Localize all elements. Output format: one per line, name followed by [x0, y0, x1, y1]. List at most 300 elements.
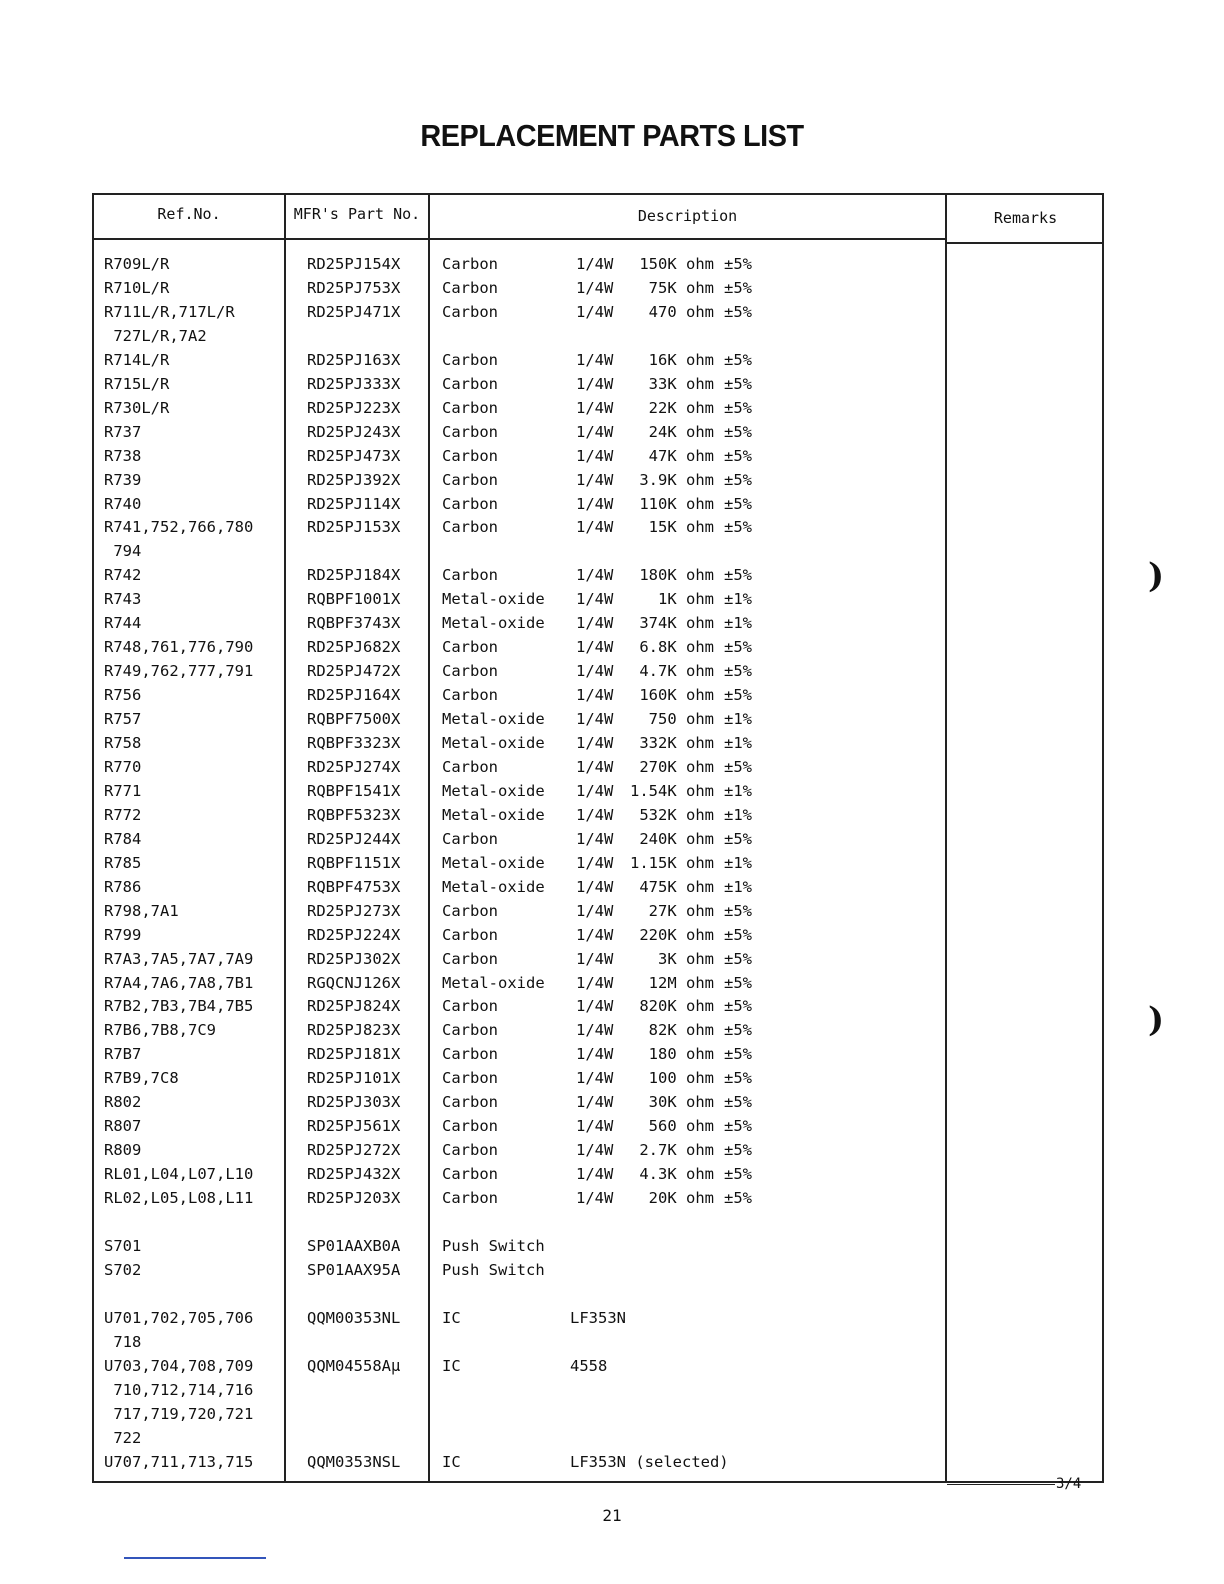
- wattage-cell: 1/4W: [576, 374, 614, 393]
- ref-cell: RL01,L04,L07,L10: [104, 1165, 254, 1184]
- value-cell: 27K ohm: [648, 901, 714, 920]
- part-cell: RD25PJ114X: [307, 494, 401, 513]
- type-cell: Metal-oxide: [442, 805, 545, 824]
- wattage-cell: 1/4W: [576, 350, 614, 369]
- table-row: [0, 444, 1224, 468]
- part-cell: RD25PJ432X: [307, 1165, 401, 1184]
- type-cell: Metal-oxide: [442, 614, 545, 633]
- table-row: [0, 420, 1224, 444]
- tolerance-cell: ±1%: [724, 614, 752, 633]
- ref-cell: R770: [104, 757, 142, 776]
- part-cell: RQBPF5323X: [307, 805, 401, 824]
- wattage-cell: 1/4W: [576, 1021, 614, 1040]
- part-cell: RD25PJ181X: [307, 1045, 401, 1064]
- tolerance-cell: ±5%: [724, 1021, 752, 1040]
- table-row: [0, 707, 1224, 731]
- value-cell: 33K ohm: [648, 374, 714, 393]
- value-cell: 180K ohm: [639, 566, 714, 585]
- type-cell: Carbon: [442, 925, 498, 944]
- table-row: [0, 683, 1224, 707]
- ref-cell: 718: [104, 1332, 142, 1351]
- table-row: [0, 803, 1224, 827]
- part-cell: SP01AAXB0A: [307, 1236, 401, 1255]
- part-cell: RD25PJ154X: [307, 255, 401, 273]
- table-row: [0, 659, 1224, 683]
- table-row: [0, 971, 1224, 995]
- table-row: [0, 563, 1224, 587]
- tolerance-cell: ±1%: [724, 710, 752, 729]
- type-cell: Carbon: [442, 1093, 498, 1112]
- table-row: [0, 252, 1224, 276]
- ref-cell: R740: [104, 494, 142, 513]
- part-cell: RD25PJ302X: [307, 949, 401, 968]
- value-cell: 475K ohm: [639, 877, 714, 896]
- ref-cell: R715L/R: [104, 374, 170, 393]
- value-cell: 4.7K ohm: [639, 662, 714, 681]
- table-row: [0, 468, 1224, 492]
- type-cell: Carbon: [442, 1141, 498, 1160]
- table-row: [0, 1426, 1224, 1450]
- type-cell: Carbon: [442, 350, 498, 369]
- ref-cell: 727L/R,7A2: [104, 326, 207, 345]
- table-row: [0, 539, 1224, 563]
- wattage-cell: 1/4W: [576, 734, 614, 752]
- part-cell: RD25PJ224X: [307, 925, 401, 944]
- table-row: [0, 300, 1224, 324]
- value-cell: 374K ohm: [639, 614, 714, 633]
- ref-cell: R772: [104, 805, 142, 824]
- footer-rule: [124, 1557, 266, 1559]
- tolerance-cell: ±5%: [724, 662, 752, 681]
- value-cell: 2.7K ohm: [639, 1141, 714, 1160]
- table-row: [0, 1186, 1224, 1210]
- value-cell: 220K ohm: [639, 925, 714, 944]
- ref-cell: R744: [104, 614, 142, 633]
- wattage-cell: 1/4W: [576, 494, 614, 513]
- value-cell: 75K ohm: [648, 278, 714, 297]
- type-cell: Carbon: [442, 278, 498, 297]
- table-row: [0, 1450, 1224, 1474]
- ref-cell: 794: [104, 542, 142, 561]
- part-cell: QQM00353NL: [307, 1308, 401, 1327]
- part-cell: RD25PJ153X: [307, 518, 401, 537]
- part-cell: RD25PJ823X: [307, 1021, 401, 1040]
- value-cell: 12M ohm: [648, 973, 714, 992]
- type-cell: Metal-oxide: [442, 877, 545, 896]
- ref-cell: U703,704,708,709: [104, 1356, 254, 1375]
- value-cell: 470 ohm: [648, 302, 714, 321]
- table-row: [0, 1330, 1224, 1354]
- table-row: [0, 396, 1224, 420]
- wattage-cell: 1/4W: [576, 1189, 614, 1208]
- part-cell: RD25PJ471X: [307, 302, 401, 321]
- value-cell: 1.54K ohm: [630, 781, 714, 800]
- ref-cell: S701: [104, 1236, 142, 1255]
- part-cell: RD25PJ244X: [307, 829, 401, 848]
- tolerance-cell: ±5%: [724, 638, 752, 657]
- header-description: Description: [637, 207, 738, 225]
- tolerance-cell: ±5%: [724, 374, 752, 393]
- ref-cell: R730L/R: [104, 398, 170, 417]
- part-cell: RD25PJ561X: [307, 1117, 401, 1136]
- type-cell: Carbon: [442, 302, 498, 321]
- wattage-cell: 1/4W: [576, 877, 614, 896]
- table-row: [0, 731, 1224, 755]
- part-cell: RD25PJ273X: [307, 901, 401, 920]
- part-cell: RGQCNJ126X: [307, 973, 401, 992]
- wattage-cell: 1/4W: [576, 518, 614, 537]
- tolerance-cell: ±5%: [724, 901, 752, 920]
- type-cell: Carbon: [442, 374, 498, 393]
- tolerance-cell: ±1%: [724, 781, 752, 800]
- part-cell: SP01AAX95A: [307, 1260, 401, 1279]
- type-cell: Carbon: [442, 1045, 498, 1064]
- value-cell: 1K ohm: [658, 590, 714, 609]
- type-cell: Carbon: [442, 662, 498, 681]
- value-cell: 3.9K ohm: [639, 470, 714, 489]
- value-cell: 160K ohm: [639, 686, 714, 705]
- ref-cell: R758: [104, 734, 142, 752]
- value-cell: 22K ohm: [648, 398, 714, 417]
- ic-type-cell: LF353N: [570, 1308, 626, 1327]
- type-cell: Carbon: [442, 494, 498, 513]
- part-cell: RD25PJ333X: [307, 374, 401, 393]
- part-cell: RD25PJ272X: [307, 1141, 401, 1160]
- type-cell: Metal-oxide: [442, 853, 545, 872]
- wattage-cell: 1/4W: [576, 1093, 614, 1112]
- table-row: [0, 779, 1224, 803]
- wattage-cell: 1/4W: [576, 638, 614, 657]
- table-row: [0, 899, 1224, 923]
- table-row: [0, 827, 1224, 851]
- table-row: [0, 1138, 1224, 1162]
- ref-cell: U707,711,713,715: [104, 1452, 254, 1471]
- part-cell: RQBPF1541X: [307, 781, 401, 800]
- wattage-cell: 1/4W: [576, 1069, 614, 1088]
- tolerance-cell: ±5%: [724, 1093, 752, 1112]
- type-cell: Carbon: [442, 422, 498, 441]
- table-row: [0, 923, 1224, 947]
- part-cell: QQM0353NSL: [307, 1452, 401, 1471]
- tolerance-cell: ±5%: [724, 757, 752, 776]
- tolerance-cell: ±5%: [724, 1117, 752, 1136]
- table-row: [0, 492, 1224, 516]
- table-row: [0, 611, 1224, 635]
- wattage-cell: 1/4W: [576, 1117, 614, 1136]
- ref-cell: R771: [104, 781, 142, 800]
- table-row: [0, 1162, 1224, 1186]
- tolerance-cell: ±5%: [724, 949, 752, 968]
- wattage-cell: 1/4W: [576, 566, 614, 585]
- type-cell: Carbon: [442, 446, 498, 465]
- value-cell: 6.8K ohm: [639, 638, 714, 657]
- type-cell: Metal-oxide: [442, 710, 545, 729]
- ref-cell: R737: [104, 422, 142, 441]
- ref-cell: R741,752,766,780: [104, 518, 254, 537]
- ref-cell: R786: [104, 877, 142, 896]
- table-row: [0, 947, 1224, 971]
- part-cell: RD25PJ753X: [307, 278, 401, 297]
- ref-cell: R785: [104, 853, 142, 872]
- table-row: [0, 1378, 1224, 1402]
- tolerance-cell: ±5%: [724, 1069, 752, 1088]
- ref-cell: R799: [104, 925, 142, 944]
- tolerance-cell: ±5%: [724, 302, 752, 321]
- part-cell: RQBPF1151X: [307, 853, 401, 872]
- ref-cell: R711L/R,717L/R: [104, 302, 235, 321]
- type-cell: Carbon: [442, 1021, 498, 1040]
- page-title: REPLACEMENT PARTS LIST: [420, 118, 804, 153]
- type-cell: Carbon: [442, 997, 498, 1016]
- value-cell: 20K ohm: [648, 1189, 714, 1208]
- value-cell: 560 ohm: [648, 1117, 714, 1136]
- part-cell: RD25PJ824X: [307, 997, 401, 1016]
- ref-cell: R7B7: [104, 1045, 142, 1064]
- part-cell: QQM04558Aμ: [307, 1356, 401, 1375]
- table-row: [0, 1354, 1224, 1378]
- value-cell: 180 ohm: [648, 1045, 714, 1064]
- type-cell: Push Switch: [442, 1236, 545, 1255]
- ref-cell: R749,762,777,791: [104, 662, 254, 681]
- table-row: [0, 1066, 1224, 1090]
- ref-cell: U701,702,705,706: [104, 1308, 254, 1327]
- value-cell: 240K ohm: [639, 829, 714, 848]
- wattage-cell: 1/4W: [576, 901, 614, 920]
- table-row: [0, 276, 1224, 300]
- remarks-header-rule: [945, 242, 1104, 244]
- table-row: [0, 1114, 1224, 1138]
- value-cell: 24K ohm: [648, 422, 714, 441]
- ref-cell: 717,719,720,721: [104, 1404, 254, 1423]
- tolerance-cell: ±1%: [724, 805, 752, 824]
- ref-cell: R7A3,7A5,7A7,7A9: [104, 949, 254, 968]
- ref-cell: R809: [104, 1141, 142, 1160]
- wattage-cell: 1/4W: [576, 446, 614, 465]
- tolerance-cell: ±5%: [724, 1165, 752, 1184]
- tolerance-cell: ±5%: [724, 446, 752, 465]
- ref-cell: RL02,L05,L08,L11: [104, 1189, 254, 1208]
- wattage-cell: 1/4W: [576, 710, 614, 729]
- type-cell: IC: [442, 1356, 461, 1375]
- wattage-cell: 1/4W: [576, 470, 614, 489]
- wattage-cell: 1/4W: [576, 925, 614, 944]
- part-cell: RQBPF3323X: [307, 734, 401, 752]
- value-cell: 332K ohm: [639, 734, 714, 752]
- wattage-cell: 1/4W: [576, 829, 614, 848]
- type-cell: Carbon: [442, 949, 498, 968]
- part-cell: RD25PJ243X: [307, 422, 401, 441]
- part-cell: RD25PJ164X: [307, 686, 401, 705]
- page-number: 21: [602, 1506, 622, 1525]
- ref-cell: 722: [104, 1428, 142, 1447]
- tolerance-cell: ±1%: [724, 853, 752, 872]
- wattage-cell: 1/4W: [576, 302, 614, 321]
- tolerance-cell: ±1%: [724, 734, 752, 752]
- tolerance-cell: ±1%: [724, 590, 752, 609]
- part-cell: RQBPF3743X: [307, 614, 401, 633]
- tolerance-cell: ±5%: [724, 997, 752, 1016]
- type-cell: Push Switch: [442, 1260, 545, 1279]
- ref-cell: R757: [104, 710, 142, 729]
- table-row: [0, 755, 1224, 779]
- value-cell: 82K ohm: [648, 1021, 714, 1040]
- table-row: [0, 1258, 1224, 1282]
- tolerance-cell: ±5%: [724, 398, 752, 417]
- type-cell: Carbon: [442, 518, 498, 537]
- wattage-cell: 1/4W: [576, 1141, 614, 1160]
- type-cell: Carbon: [442, 1165, 498, 1184]
- ref-cell: R7A4,7A6,7A8,7B1: [104, 973, 254, 992]
- binding-mark-lower: ): [1148, 1000, 1165, 1040]
- header-ref: Ref.No.: [157, 205, 221, 223]
- ref-cell: R710L/R: [104, 278, 170, 297]
- part-cell: RD25PJ392X: [307, 470, 401, 489]
- margin-note-rule: [947, 1484, 1055, 1485]
- tolerance-cell: ±5%: [724, 470, 752, 489]
- header-part: MFR's Part No.: [293, 205, 421, 223]
- table-row: [0, 587, 1224, 611]
- value-cell: 150K ohm: [639, 255, 714, 273]
- ref-cell: R807: [104, 1117, 142, 1136]
- wattage-cell: 1/4W: [576, 805, 614, 824]
- wattage-cell: 1/4W: [576, 422, 614, 441]
- wattage-cell: 1/4W: [576, 278, 614, 297]
- type-cell: Carbon: [442, 1069, 498, 1088]
- table-row: [0, 635, 1224, 659]
- part-cell: RD25PJ203X: [307, 1189, 401, 1208]
- binding-mark-upper: ): [1148, 556, 1165, 596]
- table-row: [0, 1018, 1224, 1042]
- ref-cell: R7B2,7B3,7B4,7B5: [104, 997, 254, 1016]
- wattage-cell: 1/4W: [576, 255, 614, 273]
- wattage-cell: 1/4W: [576, 853, 614, 872]
- type-cell: Metal-oxide: [442, 781, 545, 800]
- value-cell: 16K ohm: [648, 350, 714, 369]
- table-row: [0, 1402, 1224, 1426]
- part-cell: RQBPF7500X: [307, 710, 401, 729]
- value-cell: 100 ohm: [648, 1069, 714, 1088]
- ref-cell: R756: [104, 686, 142, 705]
- value-cell: 15K ohm: [648, 518, 714, 537]
- part-cell: RD25PJ473X: [307, 446, 401, 465]
- value-cell: 30K ohm: [648, 1093, 714, 1112]
- value-cell: 532K ohm: [639, 805, 714, 824]
- table-row: [0, 851, 1224, 875]
- table-row: [0, 1090, 1224, 1114]
- type-cell: Carbon: [442, 1117, 498, 1136]
- tolerance-cell: ±5%: [724, 255, 752, 273]
- ref-cell: R802: [104, 1093, 142, 1112]
- value-cell: 1.15K ohm: [630, 853, 714, 872]
- wattage-cell: 1/4W: [576, 997, 614, 1016]
- tolerance-cell: ±5%: [724, 1045, 752, 1064]
- tolerance-cell: ±5%: [724, 973, 752, 992]
- wattage-cell: 1/4W: [576, 973, 614, 992]
- wattage-cell: 1/4W: [576, 614, 614, 633]
- ref-cell: R714L/R: [104, 350, 170, 369]
- part-cell: RD25PJ223X: [307, 398, 401, 417]
- value-cell: 820K ohm: [639, 997, 714, 1016]
- wattage-cell: 1/4W: [576, 590, 614, 609]
- wattage-cell: 1/4W: [576, 686, 614, 705]
- type-cell: Carbon: [442, 255, 498, 273]
- table-row: [0, 1282, 1224, 1306]
- tolerance-cell: ±5%: [724, 350, 752, 369]
- ref-cell: R742: [104, 566, 142, 585]
- header-remarks: Remarks: [993, 209, 1058, 227]
- type-cell: Metal-oxide: [442, 734, 545, 752]
- value-cell: 3K ohm: [658, 949, 714, 968]
- ref-cell: R784: [104, 829, 142, 848]
- type-cell: Carbon: [442, 901, 498, 920]
- type-cell: Carbon: [442, 1189, 498, 1208]
- part-cell: RD25PJ184X: [307, 566, 401, 585]
- table-row: [0, 1306, 1224, 1330]
- ref-cell: R7B9,7C8: [104, 1069, 179, 1088]
- wattage-cell: 1/4W: [576, 757, 614, 776]
- type-cell: Carbon: [442, 638, 498, 657]
- ref-cell: R739: [104, 470, 142, 489]
- table-row: [0, 994, 1224, 1018]
- tolerance-cell: ±5%: [724, 278, 752, 297]
- tolerance-cell: ±5%: [724, 518, 752, 537]
- ref-cell: R743: [104, 590, 142, 609]
- ref-cell: R709L/R: [104, 255, 170, 273]
- type-cell: Carbon: [442, 566, 498, 585]
- type-cell: Metal-oxide: [442, 973, 545, 992]
- table-row: [0, 1042, 1224, 1066]
- ref-cell: R7B6,7B8,7C9: [104, 1021, 216, 1040]
- table-row: [0, 1234, 1224, 1258]
- table-row: [0, 348, 1224, 372]
- ref-cell: R738: [104, 446, 142, 465]
- tolerance-cell: ±5%: [724, 1141, 752, 1160]
- type-cell: Carbon: [442, 470, 498, 489]
- margin-note: 3/4: [1056, 1476, 1082, 1492]
- wattage-cell: 1/4W: [576, 1165, 614, 1184]
- value-cell: 47K ohm: [648, 446, 714, 465]
- table-row: [0, 1210, 1224, 1234]
- part-cell: RQBPF1001X: [307, 590, 401, 609]
- wattage-cell: 1/4W: [576, 398, 614, 417]
- value-cell: 110K ohm: [639, 494, 714, 513]
- type-cell: IC: [442, 1308, 461, 1327]
- table-row: [0, 324, 1224, 348]
- type-cell: IC: [442, 1452, 461, 1471]
- table-row: [0, 372, 1224, 396]
- wattage-cell: 1/4W: [576, 662, 614, 681]
- tolerance-cell: ±5%: [724, 1189, 752, 1208]
- part-cell: RD25PJ472X: [307, 662, 401, 681]
- table-row: [0, 515, 1224, 539]
- type-cell: Carbon: [442, 686, 498, 705]
- tolerance-cell: ±5%: [724, 422, 752, 441]
- tolerance-cell: ±1%: [724, 877, 752, 896]
- wattage-cell: 1/4W: [576, 949, 614, 968]
- type-cell: Metal-oxide: [442, 590, 545, 609]
- part-cell: RD25PJ303X: [307, 1093, 401, 1112]
- value-cell: 270K ohm: [639, 757, 714, 776]
- ic-type-cell: 4558: [570, 1356, 608, 1375]
- ic-type-cell: LF353N (selected): [570, 1452, 729, 1471]
- part-cell: RD25PJ274X: [307, 757, 401, 776]
- table-row: [0, 875, 1224, 899]
- ref-cell: S702: [104, 1260, 142, 1279]
- wattage-cell: 1/4W: [576, 781, 614, 800]
- tolerance-cell: ±5%: [724, 566, 752, 585]
- part-cell: RD25PJ682X: [307, 638, 401, 657]
- tolerance-cell: ±5%: [724, 925, 752, 944]
